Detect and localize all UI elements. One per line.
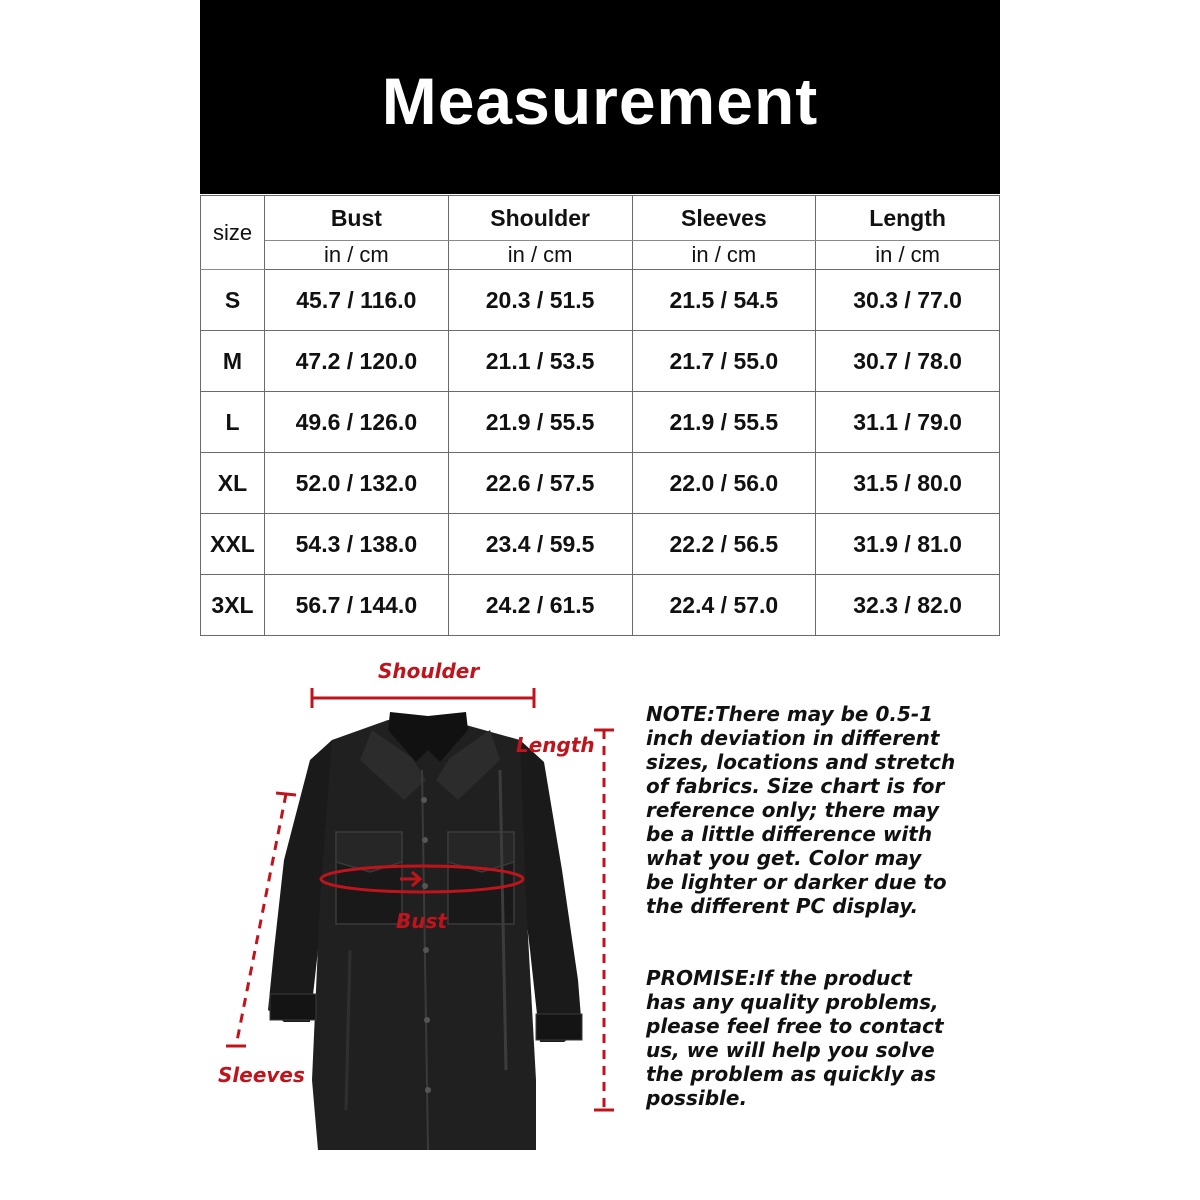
sleeves-cell: 22.0 / 56.0 [632, 453, 816, 514]
sleeves-label: Sleeves [218, 1063, 305, 1087]
length-label: Length [516, 733, 595, 757]
shoulder-cell: 20.3 / 51.5 [448, 270, 632, 331]
note-text: NOTE:There may be 0.5-1 inch deviation in different sizes, locations and stretch of fabrics. Size chart is for reference only; there may be a little difference with what you get. Color may be lighter or darker due to the different PC display. [646, 702, 956, 918]
shoulder-cell: 23.4 / 59.5 [448, 514, 632, 575]
header-banner [200, 0, 1000, 194]
sleeves-cell: 22.4 / 57.0 [632, 575, 816, 636]
size-cell: XXL [201, 514, 265, 575]
page-title: Measurement [381, 64, 819, 138]
length-cell: 31.1 / 79.0 [816, 392, 1000, 453]
shoulder-cell: 24.2 / 61.5 [448, 575, 632, 636]
unit-label: in / cm [265, 241, 449, 270]
jacket-diagram [200, 650, 640, 1170]
promise-text: PROMISE:If the product has any quality problems, please feel free to contact us, we will help you solve the problem as quickly as possible. [646, 966, 944, 1110]
shoulder-cell: 22.6 / 57.5 [448, 453, 632, 514]
column-header-sleeves: Sleeves [632, 196, 816, 241]
table-header-row [201, 196, 1000, 241]
shoulder-cell: 21.9 / 55.5 [448, 392, 632, 453]
size-chart-table [200, 195, 1000, 636]
bust-cell: 54.3 / 138.0 [265, 514, 449, 575]
size-cell: M [201, 331, 265, 392]
unit-label: in / cm [448, 241, 632, 270]
sleeves-cell: 21.7 / 55.0 [632, 331, 816, 392]
bust-cell: 47.2 / 120.0 [265, 331, 449, 392]
size-cell: S [201, 270, 265, 331]
column-header-length: Length [816, 196, 1000, 241]
bust-cell: 49.6 / 126.0 [265, 392, 449, 453]
table-row [201, 575, 1000, 636]
length-cell: 31.9 / 81.0 [816, 514, 1000, 575]
bust-cell: 52.0 / 132.0 [265, 453, 449, 514]
size-cell: XL [201, 453, 265, 514]
sleeves-cell: 21.9 / 55.5 [632, 392, 816, 453]
sleeves-cell: 21.5 / 54.5 [632, 270, 816, 331]
column-header-shoulder: Shoulder [448, 196, 632, 241]
length-cell: 30.3 / 77.0 [816, 270, 1000, 331]
bust-label: Bust [396, 909, 447, 933]
table-row [201, 331, 1000, 392]
shoulder-cell: 21.1 / 53.5 [448, 331, 632, 392]
bust-cell: 45.7 / 116.0 [265, 270, 449, 331]
unit-row [201, 241, 1000, 270]
size-cell: 3XL [201, 575, 265, 636]
table-row [201, 270, 1000, 331]
length-cell: 30.7 / 78.0 [816, 331, 1000, 392]
size-cell: L [201, 392, 265, 453]
jacket-diagram-svg [200, 650, 640, 1170]
unit-label: in / cm [632, 241, 816, 270]
table-row [201, 392, 1000, 453]
unit-label: in / cm [816, 241, 1000, 270]
table-row [201, 514, 1000, 575]
sleeves-cell: 22.2 / 56.5 [632, 514, 816, 575]
bust-cell: 56.7 / 144.0 [265, 575, 449, 636]
table-row [201, 453, 1000, 514]
shoulder-label: Shoulder [378, 659, 480, 683]
shoulder-measure [312, 659, 534, 708]
size-column-header: size [201, 196, 265, 270]
length-cell: 31.5 / 80.0 [816, 453, 1000, 514]
length-cell: 32.3 / 82.0 [816, 575, 1000, 636]
column-header-bust: Bust [265, 196, 449, 241]
